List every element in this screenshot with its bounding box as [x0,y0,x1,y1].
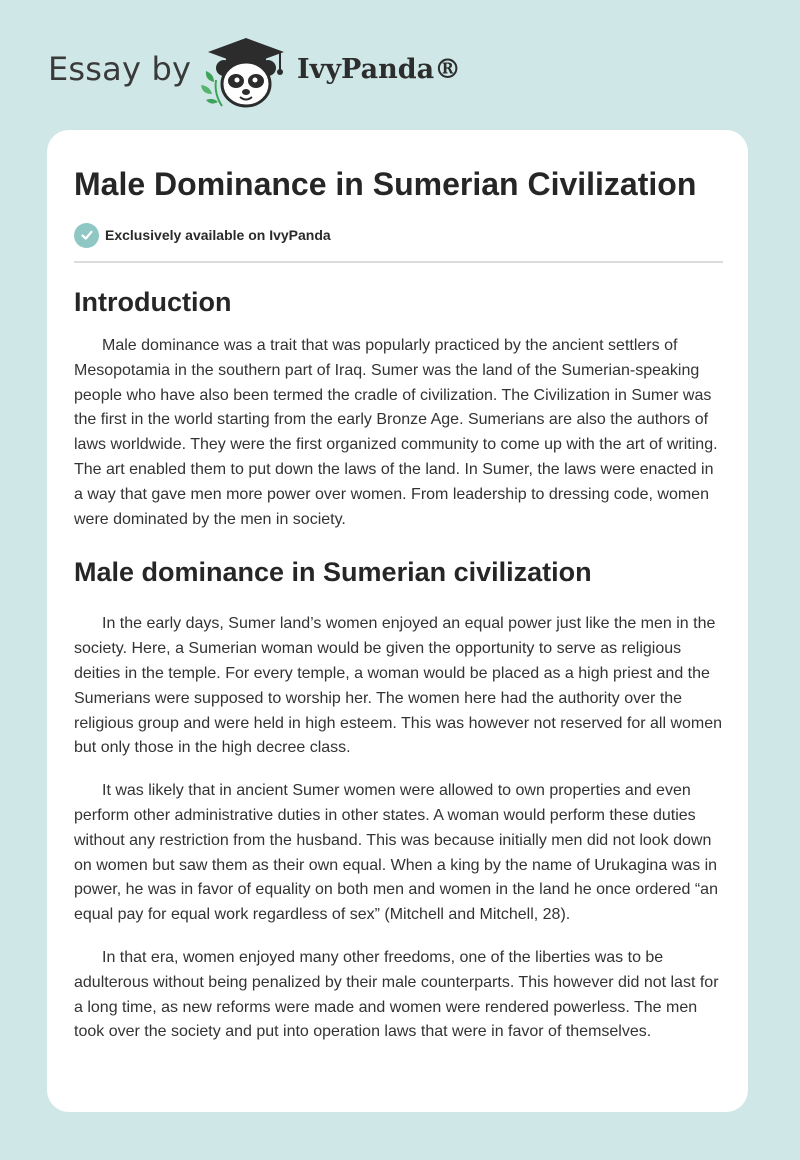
check-icon [74,223,99,248]
divider [74,261,723,263]
site-header [0,0,800,130]
exclusive-label: Exclusively available on IvyPanda [105,227,331,243]
essay-by-label: Essay by [48,50,192,88]
essay-body [74,280,724,1045]
panda-graduate-logo-icon[interactable] [200,36,292,110]
section-heading-introduction: Introduction [74,287,232,317]
page-title: Male Dominance in Sumerian Civilization [74,166,697,202]
paragraph: In that era, women enjoyed many other freedoms, one of the liberties was to be adulterous without being penalized by their male counterparts. This however did not last for a long time, as new reforms were made and women were rendered powerless. The men took over the society and put into operation laws that were in favor of themselves. [74,948,719,1041]
paragraph: In the early days, Sumer land’s women enjoyed an equal power just like the men in the society. Here, a Sumerian woman would be given the opportunity to serve as religious deities in the temple. For every temple, a woman would be placed as a high priest and the Sumerians were supposed to worship her. The women here had the authority over the religious group and were held in high esteem. This was however not reserved for all women but only those in the high decree class. [74,615,723,757]
paragraph: Male dominance was a trait that was popularly practiced by the ancient settlers of Mesopotamia in the southern part of Iraq. Sumer was the land of the Sumerian-speaking people who have also been termed the cradle of civilization. The Civilization in Sumer was the first in the world starting from the early Bronze Age. Sumerians are also the authors of laws worldwide. They were the first organized community to come up with the art of writing. The art enabled them to put down the laws of the land. In Sumer, the laws were enacted in a way that gave men more power over women. From leadership to dressing code, women were dominated by the men in society. [74,337,718,528]
paragraph: It was likely that in ancient Sumer women were allowed to own properties and even perform other administrative duties in other states. A woman would perform these duties without any restriction from the husband. This was because initially men did not look down on women but saw them as their own equal. When a king by the name of Urukagina was in power, he was in favor of equality on both men and women in the land he once ordered “an equal pay for equal work regardless of sex” (Mitchell and Mitchell, 28). [74,782,718,924]
section-heading-male-dominance: Male dominance in Sumerian civilization [74,557,592,588]
essay-card [47,130,748,1112]
brand-name[interactable]: IvyPanda® [297,54,462,85]
exclusive-badge [74,222,331,248]
